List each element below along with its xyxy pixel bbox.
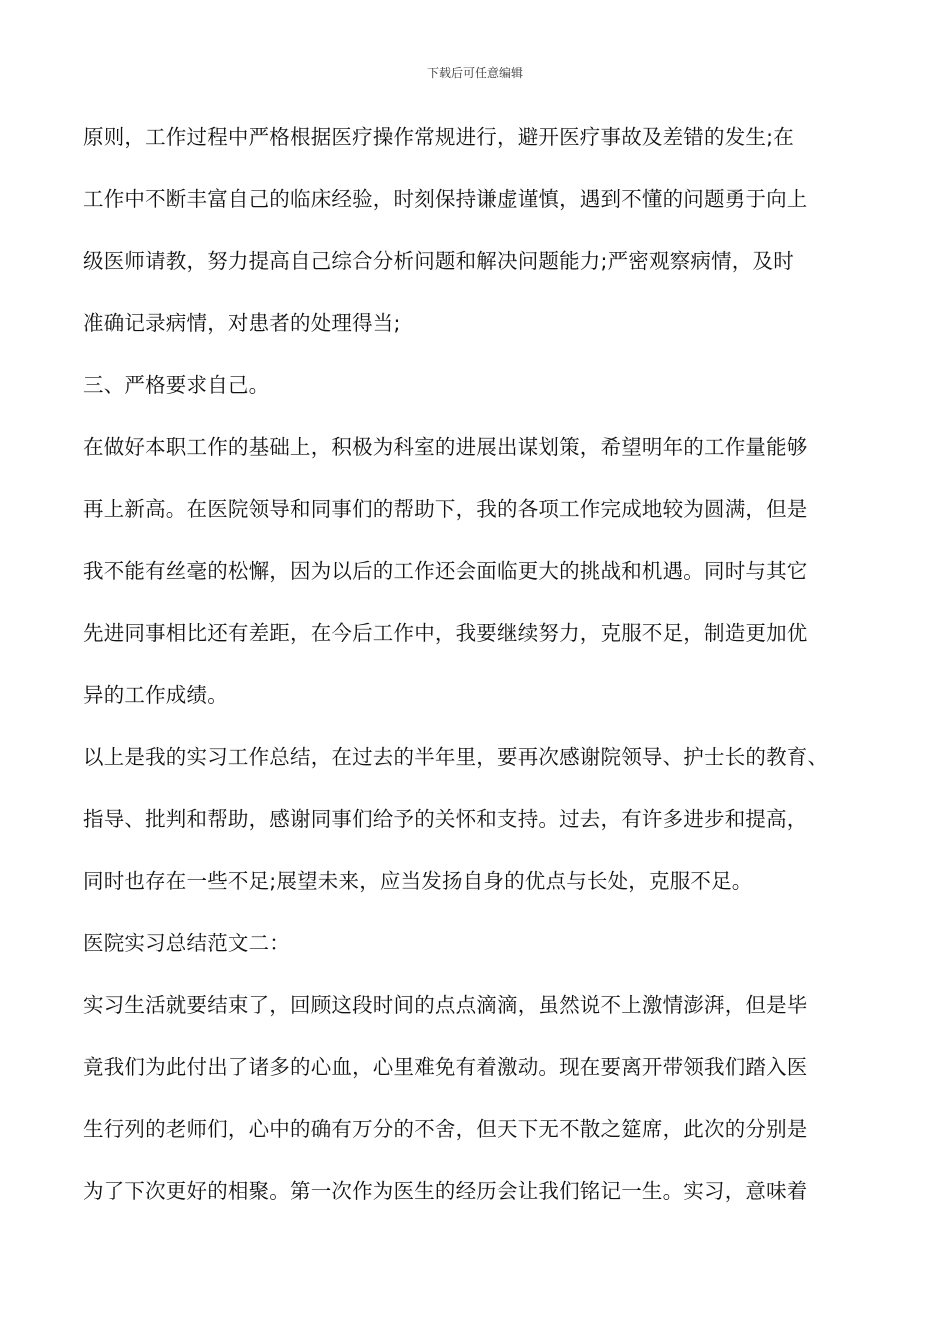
text-line: 工作中不断丰富自己的临床经验，时刻保持谦虚谨慎，遇到不懂的问题勇于向上 bbox=[83, 187, 808, 211]
text-line: 以上是我的实习工作总结，在过去的半年里，要再次感谢院领导、护士长的教育、 bbox=[83, 745, 829, 769]
text-line: 异的工作成绩。 bbox=[83, 683, 228, 707]
text-line: 先进同事相比还有差距，在今后工作中，我要继续努力，克服不足，制造更加优 bbox=[83, 621, 808, 645]
text-line: 实习生活就要结束了，回顾这段时间的点点滴滴，虽然说不上激情澎湃，但是毕 bbox=[83, 993, 808, 1017]
text-line: 指导、批判和帮助，感谢同事们给予的关怀和支持。过去，有许多进步和提高， bbox=[83, 807, 808, 831]
text-line: 原则，工作过程中严格根据医疗操作常规进行，避开医疗事故及差错的发生;在 bbox=[83, 125, 794, 149]
text-line: 为了下次更好的相聚。第一次作为医生的经历会让我们铭记一生。实习，意味着 bbox=[83, 1179, 808, 1203]
text-line: 我不能有丝毫的松懈，因为以后的工作还会面临更大的挑战和机遇。同时与其它 bbox=[83, 559, 808, 583]
section-heading: 三、严格要求自己。 bbox=[83, 373, 270, 397]
text-line: 准确记录病情，对患者的处理得当; bbox=[83, 311, 401, 335]
text-line: 同时也存在一些不足;展望未来，应当发扬自身的优点与长处，克服不足。 bbox=[83, 869, 753, 893]
text-line: 级医师请教，努力提高自己综合分析问题和解决问题能力;严密观察病情，及时 bbox=[83, 249, 794, 273]
text-line: 生行列的老师们，心中的确有万分的不舍，但天下无不散之筵席，此次的分别是 bbox=[83, 1117, 808, 1141]
page-header-note: 下载后可任意编辑 bbox=[426, 66, 523, 80]
text-line: 再上新高。在医院领导和同事们的帮助下，我的各项工作完成地较为圆满，但是 bbox=[83, 497, 808, 521]
text-line: 在做好本职工作的基础上，积极为科室的进展出谋划策，希望明年的工作量能够 bbox=[83, 435, 808, 459]
section-heading: 医院实习总结范文二： bbox=[83, 931, 290, 955]
text-line: 竟我们为此付出了诸多的心血，心里难免有着激动。现在要离开带领我们踏入医 bbox=[83, 1055, 808, 1079]
document-body bbox=[83, 114, 893, 1230]
